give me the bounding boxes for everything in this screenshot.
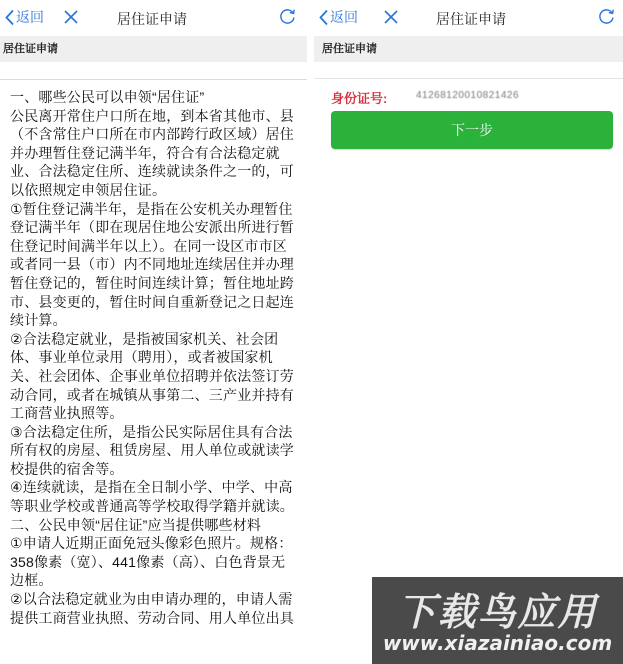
back-label: 返回 [16,9,44,25]
close-icon[interactable] [383,9,399,25]
right-screen [314,0,623,664]
refresh-icon[interactable] [598,8,615,25]
watermark-logo [372,577,623,664]
article-heading-2: 二、公民申领“居住证”应当提供哪些材料 [10,516,262,533]
refresh-icon[interactable] [279,8,296,25]
nav-bar [0,0,307,36]
back-label: 返回 [330,9,358,25]
article-paragraph: 公民离开常住户口所在地，到本省其他市、县（不含常住户口所在市内部跨行政区域）居住并办理暂住登记满半年，符合有合法稳定就业、合法稳定住所、连续就读条件之一的，可以依照规定申领居住证。 [10,107,294,198]
article-paragraph: ②合法稳定就业，是指被国家机关、社会团体、事业单位录用（聘用），或者被国家机关、社会团体、企事业单位招聘并依法签订劳动合同，或者在城镇从事第二、三产业并持有工商营业执照等。 [10,330,294,422]
article-paragraph: ②以合法稳定就业为由申请办理的，申请人需提供工商营业执照、劳动合同、用人单位出具 [10,591,294,626]
article-heading-1: 一、哪些公民可以申领“居住证” [10,89,205,105]
id-number-label: 身份证号: [331,91,388,106]
chevron-left-icon [318,9,329,26]
watermark-title: 下载鸟应用 [397,590,598,634]
section-header: 居住证申请 [0,36,307,62]
back-button[interactable] [318,7,358,27]
page-title: 居住证申请 [436,11,506,27]
article-paragraph: ①申请人近期正面免冠头像彩色照片。规格：358像素（宽）、441像素（高）、白色背景无边框。 [10,535,293,589]
id-number-row [314,78,623,113]
section-header: 居住证申请 [314,36,623,62]
watermark-url: www.xiazainiao.com [382,631,613,655]
id-number-field[interactable]: 41268120010821426 [416,90,520,101]
info-article [0,80,296,627]
back-button[interactable] [4,7,44,27]
chevron-left-icon [4,9,15,26]
page-title: 居住证申请 [117,11,187,27]
article-paragraph: ③合法稳定住所，是指公民实际居住具有合法所有权的房屋、租赁房屋、用人单位或就读学校提供的宿舍等。 [10,423,294,477]
article-paragraph: ④连续就读，是指在全日制小学、中学、中高等职业学校或普通高等学校取得学籍并就读。 [10,479,294,515]
nav-bar [314,0,623,36]
article-paragraph: ①暂住登记满半年，是指在公安机关办理暂住登记满半年（即在现居住地公安派出所进行暂住登记时间满半年以上）。在同一设区市市区或者同一县（市）内不同地址连续居住并办理暂住登记的，暂住时间连续计算；暂住地址跨市、县变更的，暂住时间自重新登记之日起连续计算。 [10,200,294,329]
left-screen [0,0,307,664]
pane-divider [307,0,314,664]
close-icon[interactable] [63,9,79,25]
next-step-button[interactable]: 下一步 [331,111,613,149]
